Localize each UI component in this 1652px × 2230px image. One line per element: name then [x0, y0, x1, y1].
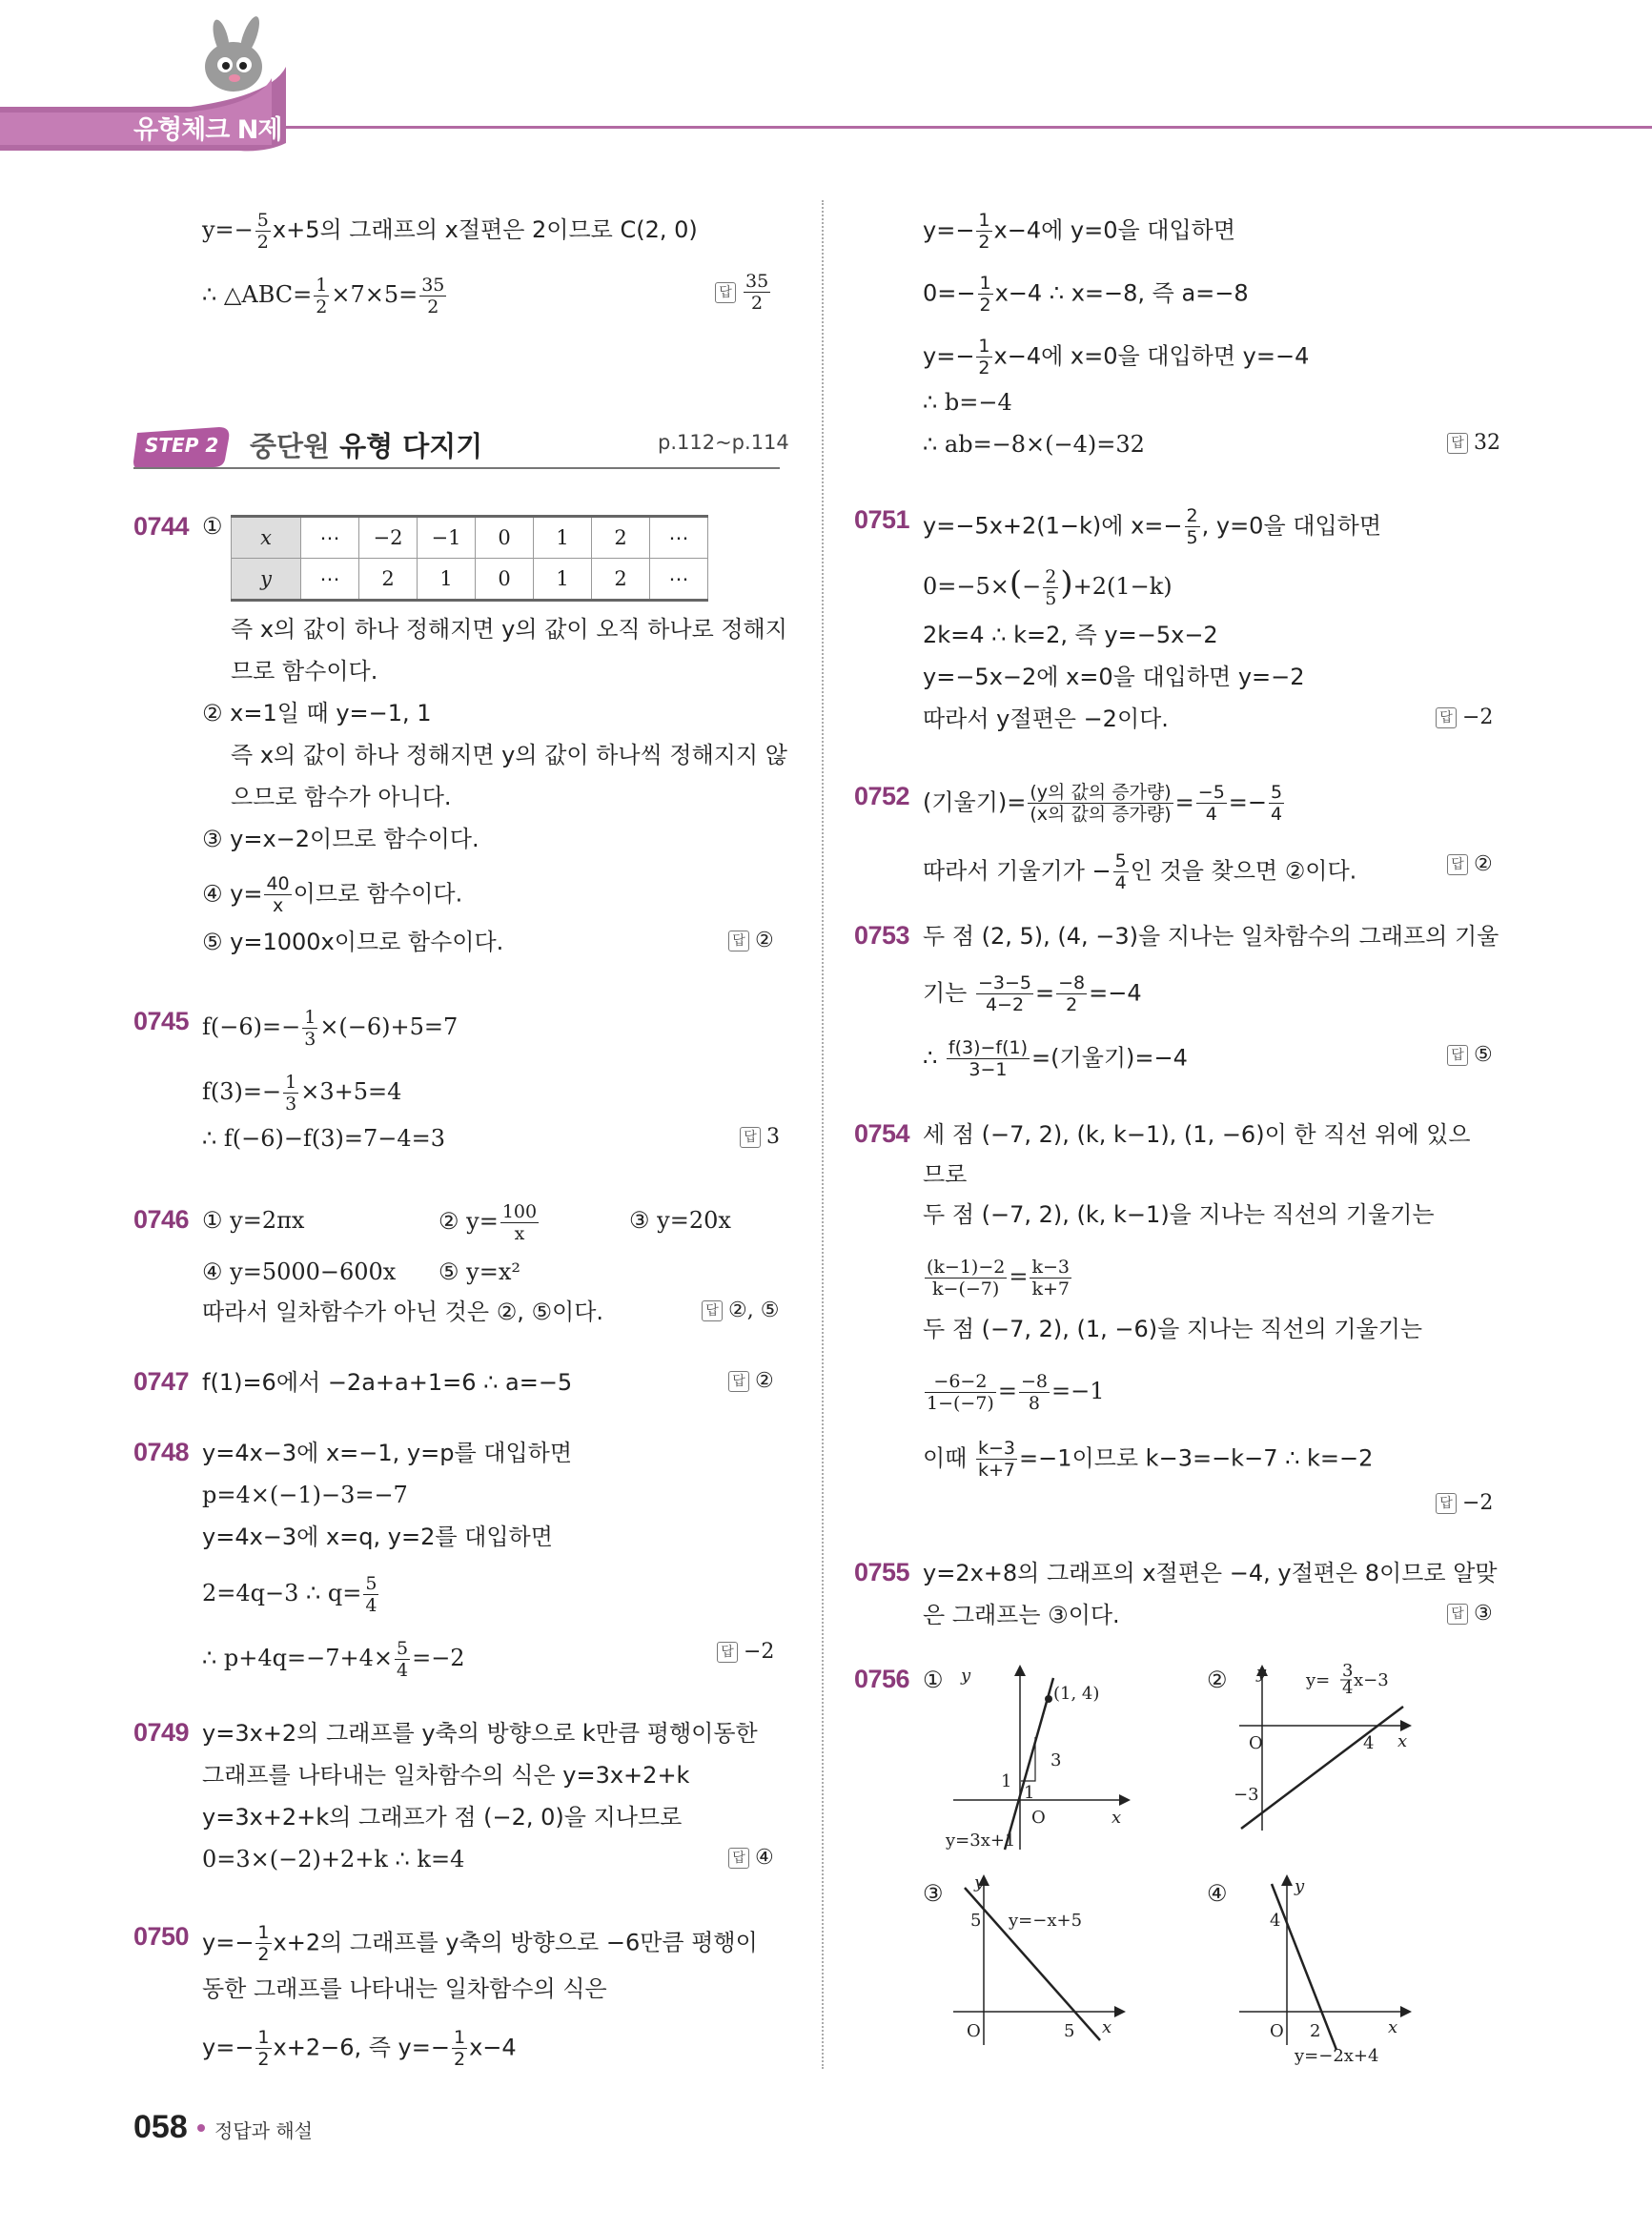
problem-number: 0750: [133, 1922, 190, 1951]
text-line: y=2x+8의 그래프의 x절편은 −4, y절편은 8이므로 알맞: [923, 1560, 1498, 1586]
answer: 답 ⑤: [1447, 1043, 1493, 1067]
header-title: 유형체크 N제: [133, 115, 282, 145]
carry-line-2: ∴ △ABC= $\frac{1}{2}$ ×7×5= $\frac{35}{2}$: [202, 275, 445, 317]
text-line: 따라서 기울기가 − $\frac{5}{4}$ 인 것을 찾으면 ②이다.: [923, 850, 1357, 893]
problem-number: 0752: [854, 782, 910, 810]
carry-line-1: y=− $\frac{5}{2}$ x+5의 그래프의 x절편은 2이므로 C(2, 0): [202, 210, 698, 253]
svg-text:4: 4: [1342, 1678, 1354, 1698]
svg-text:x: x: [1102, 2017, 1112, 2037]
answer: 답 −2: [1436, 706, 1493, 729]
graph-1: [944, 1659, 1144, 1859]
svg-text:x−3: x−3: [1354, 1670, 1389, 1690]
problem-number: 0754: [854, 1119, 910, 1148]
problem-number: 0747: [133, 1367, 190, 1396]
answer: 답 ③: [1447, 1602, 1493, 1626]
column-divider: [822, 200, 824, 2069]
graph-1-mark: ①: [923, 1667, 944, 1693]
svg-text:4: 4: [1363, 1733, 1375, 1753]
graph-3-mark: ③: [923, 1880, 944, 1907]
text-line: $\frac{-6-2}{1-(-7)}$ = $\frac{-8}{8}$ =−1: [927, 1371, 1105, 1414]
text-line: f(−6)=− $\frac{1}{3}$ ×(−6)+5=7: [202, 1007, 459, 1050]
footer-label: 정답과 해설: [214, 2119, 313, 2142]
bunny-mascot-icon: [205, 14, 263, 92]
svg-text:4: 4: [1270, 1911, 1281, 1931]
text-line: 은 그래프는 ③이다.: [923, 1602, 1120, 1628]
text-line: y=3x+2+k의 그래프가 점 (−2, 0)을 지나므로: [202, 1804, 683, 1831]
text-line: ∴ p+4q=−7+4× $\frac{5}{4}$ =−2: [202, 1638, 465, 1681]
text-line: y=−5x−2에 x=0을 대입하면 y=−2: [923, 664, 1305, 690]
text-line: ∴ f(−6)−f(3)=7−4=3: [202, 1125, 446, 1152]
graph-3: [944, 1869, 1144, 2059]
problem-number: 0753: [854, 921, 910, 950]
text-line: y=4x−3에 x=q, y=2를 대입하면: [202, 1524, 553, 1550]
text-line: y=− $\frac{1}{2}$ x−4에 y=0을 대입하면: [923, 210, 1236, 253]
problem-number: 0745: [133, 1007, 190, 1035]
graph-2-mark: ②: [1207, 1667, 1228, 1693]
text-line: y=4x−3에 x=−1, y=p를 대입하면: [202, 1440, 573, 1466]
text-line: 그래프를 나타내는 일차함수의 식은 y=3x+2+k: [202, 1762, 690, 1789]
graph-2: [1230, 1659, 1420, 1840]
text-line: ③ y=20x: [629, 1207, 731, 1234]
answer: 답 ②: [1447, 852, 1493, 876]
text-line: f(3)=− $\frac{1}{3}$ ×3+5=4: [202, 1072, 402, 1115]
answer: 답 32: [1447, 431, 1500, 455]
text-line: ② x=1일 때 y=−1, 1: [202, 700, 432, 726]
text-line: y=− $\frac{1}{2}$ x+2의 그래프를 y축의 방향으로 −6만큼 평행이: [202, 1922, 758, 1965]
answer: 답 −2: [1436, 1491, 1493, 1515]
text-line: ∴ $\frac{f(3)-f(1)}{3-1}$ =(기울기)=−4: [923, 1037, 1188, 1080]
svg-text:y=: y=: [1306, 1670, 1331, 1690]
text-line: 므로 함수이다.: [231, 658, 378, 685]
answer: 답 ②: [728, 1369, 774, 1393]
choice-1-mark: ①: [202, 513, 223, 540]
text-line: 기는 $\frac{-3-5}{4-2}$ = $\frac{-8}{2}$ =−4: [923, 972, 1142, 1015]
text-line: ② y= $\frac{100}{x}$: [438, 1201, 538, 1244]
text-line: 동한 그래프를 나타내는 일차함수의 식은: [202, 1975, 607, 2002]
step-underline: [133, 467, 780, 469]
svg-text:y: y: [1256, 1663, 1267, 1683]
text-line: 0=− $\frac{1}{2}$ x−4 ∴ x=−8, 즉 a=−8: [923, 273, 1249, 316]
svg-text:y: y: [1295, 1876, 1305, 1896]
text-line: y=−5x+2(1−k)에 x=− $\frac{2}{5}$ , y=0을 대입하면: [923, 505, 1381, 548]
text-line: y=− $\frac{1}{2}$ x−4에 x=0을 대입하면 y=−4: [923, 336, 1310, 378]
svg-text:(1, 4): (1, 4): [1053, 1684, 1100, 1704]
problem-number: 0748: [133, 1438, 190, 1466]
svg-text:2: 2: [1310, 2021, 1321, 2041]
svg-text:O: O: [1270, 2021, 1284, 2041]
text-line: 2k=4 ∴ k=2, 즉 y=−5x−2: [923, 622, 1218, 648]
text-line: ⑤ y=1000x이므로 함수이다.: [202, 929, 504, 955]
svg-text:y=−2x+4: y=−2x+4: [1295, 2046, 1379, 2066]
svg-text:3: 3: [1050, 1750, 1062, 1770]
text-line: 0=3×(−2)+2+k ∴ k=4: [202, 1846, 465, 1872]
svg-text:3: 3: [1342, 1661, 1354, 1681]
text-line: y=3x+2의 그래프를 y축의 방향으로 k만큼 평행이동한: [202, 1720, 758, 1747]
step-badge: STEP 2: [145, 434, 219, 457]
text-line: 0=−5×(− $\frac{2}{5}$ )+2(1−k): [923, 564, 1173, 609]
svg-text:y=3x+1: y=3x+1: [946, 1831, 1016, 1851]
answer: 답 ②: [728, 929, 774, 952]
text-line: ③ y=x−2이므로 함수이다.: [202, 826, 479, 852]
answer: 답 ②, ⑤: [702, 1299, 779, 1322]
graph-4-mark: ④: [1207, 1880, 1228, 1907]
text-line: ∴ b=−4: [923, 389, 1012, 416]
text-line: ① y=2πx: [202, 1207, 305, 1234]
xy-table: [231, 515, 708, 602]
text-line: ④ y= $\frac{40}{x}$ 이므로 함수이다.: [202, 873, 463, 916]
svg-text:O: O: [1249, 1733, 1263, 1753]
step-pages: p.112~p.114: [658, 431, 789, 454]
svg-text:1: 1: [1024, 1783, 1035, 1803]
answer: 답 −2: [717, 1640, 774, 1664]
problem-number: 0744: [133, 512, 190, 541]
text-line: ∴ ab=−8×(−4)=32: [923, 431, 1145, 458]
svg-text:5: 5: [1064, 2021, 1075, 2041]
table-row: y ⋯ 2 1 0 1 2 ⋯: [232, 559, 708, 601]
carry-answer: 답 $\frac{35}{2}$: [715, 271, 772, 314]
text-line: 따라서 y절편은 −2이다.: [923, 706, 1169, 732]
text-line: 즉 x의 값이 하나 정해지면 y의 값이 하나씩 정해지지 않: [231, 742, 787, 768]
text-line: (기울기)= $\frac{\text{(y의 값의 증가량)}}{\text{(x의 값의 증가량)}}$ = $\frac{-5}{4}$ =− $\frac{5}{4}$: [923, 782, 1283, 825]
svg-text:5: 5: [970, 1911, 982, 1931]
answer: 답 ④: [728, 1846, 774, 1870]
graph-4: [1230, 1869, 1420, 2069]
page-number: 058: [133, 2109, 188, 2145]
problem-number: 0755: [854, 1558, 910, 1586]
text-line: ⑤ y=x²: [438, 1258, 520, 1285]
footer-dot: [197, 2124, 205, 2132]
svg-text:−3: −3: [1234, 1785, 1259, 1805]
text-line: 으므로 함수가 아니다.: [231, 784, 452, 810]
text-line: 세 점 (−7, 2), (k, k−1), (1, −6)이 한 직선 위에 있으: [923, 1121, 1471, 1148]
svg-text:y=−x+5: y=−x+5: [1009, 1911, 1083, 1931]
text-line: 따라서 일차함수가 아닌 것은 ②, ⑤이다.: [202, 1299, 604, 1325]
problem-number: 0751: [854, 505, 910, 534]
text-line: 즉 x의 값이 하나 정해지면 y의 값이 오직 하나로 정해지: [231, 616, 787, 643]
text-line: 2=4q−3 ∴ q= $\frac{5}{4}$: [202, 1573, 377, 1616]
svg-text:O: O: [967, 2021, 981, 2041]
text-line: 므로: [923, 1161, 968, 1188]
svg-text:y: y: [961, 1666, 971, 1686]
svg-text:x: x: [1397, 1731, 1408, 1751]
svg-text:1: 1: [1001, 1771, 1012, 1791]
text-line: $\frac{(k-1)-2}{k-(-7)}$ = $\frac{k-3}{k+7}$: [927, 1257, 1070, 1299]
problem-number: 0749: [133, 1718, 190, 1747]
text-line: 두 점 (−7, 2), (k, k−1)을 지나는 직선의 기울기는: [923, 1201, 1435, 1228]
text-line: 두 점 (2, 5), (4, −3)을 지나는 일차함수의 그래프의 기울: [923, 923, 1499, 950]
text-line: ④ y=5000−600x: [202, 1258, 397, 1285]
svg-text:x: x: [1388, 2017, 1398, 2037]
step-title: 중단원 유형 다지기: [250, 430, 483, 462]
text-line: 이때 $\frac{k-3}{k+7}$ =−1이므로 k−3=−k−7 ∴ k=−2: [923, 1438, 1374, 1481]
svg-text:y: y: [974, 1872, 985, 1892]
problem-number: 0746: [133, 1205, 190, 1234]
text-line: p=4×(−1)−3=−7: [202, 1482, 408, 1508]
problem-number: 0756: [854, 1665, 910, 1693]
text-line: y=− $\frac{1}{2}$ x+2−6, 즉 y=− $\frac{1}{2}$ x−4: [202, 2027, 517, 2070]
table-row: x ⋯ −2 −1 0 1 2 ⋯: [232, 517, 708, 559]
answer: 답 3: [740, 1125, 780, 1149]
text-line: f(1)=6에서 −2a+a+1=6 ∴ a=−5: [202, 1369, 573, 1396]
svg-text:O: O: [1031, 1808, 1046, 1828]
text-line: 두 점 (−7, 2), (1, −6)을 지나는 직선의 기울기는: [923, 1316, 1423, 1342]
svg-text:x: x: [1112, 1808, 1122, 1828]
